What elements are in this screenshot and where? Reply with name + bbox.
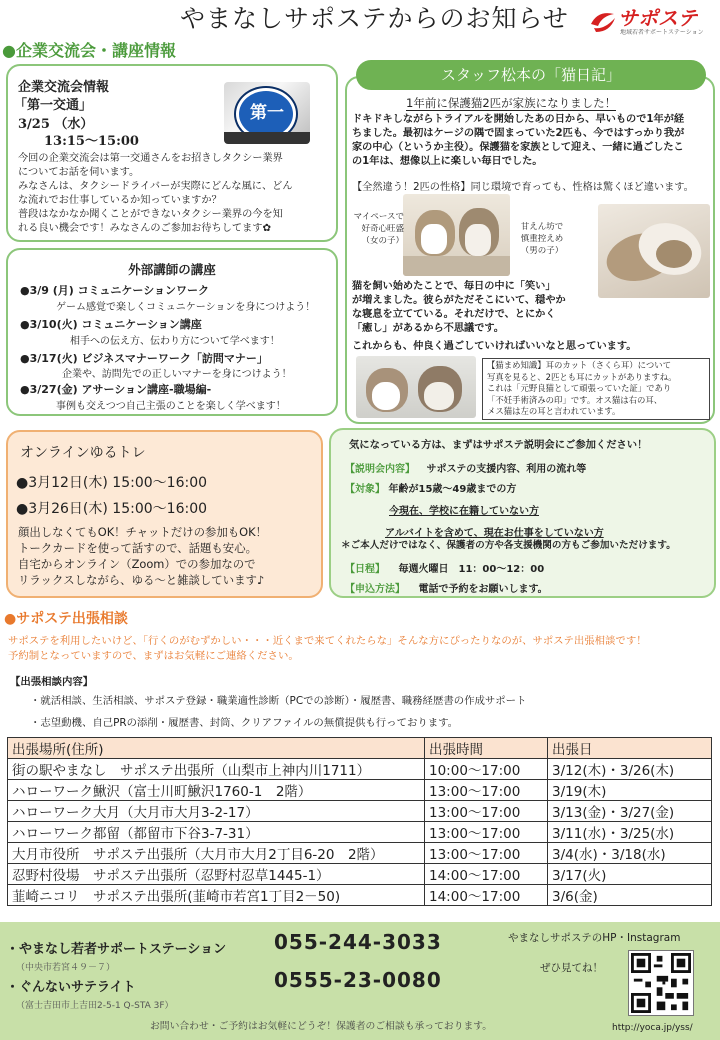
online-desc-3: 自宅からオンライン（Zoom）での参加なので xyxy=(18,557,256,571)
logo-subtext: 地域若者サポートステーション xyxy=(620,29,704,36)
footer-phone-1[interactable]: 055-244-3033 xyxy=(274,930,442,954)
cat-diary-intro: ドキドキしながらトライアルを開始したあの日から、早いもので1年が経 ちました。最初はケージの隅で固まっていた2匹も、今ではすっかり我が 家の中心（というか主役）。保護猫を家族として迎え、一緒に過ごしたこ の1年は、想像以上に楽しい毎日でした。 xyxy=(352,114,685,167)
table-row: 忍野村役場 サポステ出張所（忍野村忍草1445-1） 14:00～17:00 3/17(火) xyxy=(8,864,712,885)
briefing-title: 気になっている方は、まずはサポステ説明会にご参加ください！ xyxy=(349,439,648,451)
briefing-schedule-text: 毎週火曜日 11：00～12：00 xyxy=(398,564,545,575)
outreach-desc-2: 予約制となっていますので、まずはお気軽にご連絡ください。 xyxy=(8,650,299,662)
briefing-condition-2: アルバイトを含めて、現在お仕事をしていない方 xyxy=(385,528,604,539)
logo-icon xyxy=(588,8,618,34)
footer-see: ぜひ見てね！ xyxy=(540,962,603,974)
briefing-schedule-label: 【日程】 xyxy=(345,564,385,575)
lecture-3-title: ●3/17(火) ビジネスマナーワーク「訪問マナー」 xyxy=(20,352,268,365)
lecture-2-title: ●3/10(火) コミュニケーション講座 xyxy=(20,318,202,331)
qr-code-icon xyxy=(631,953,691,1013)
online-date-2: ●3月26日(木) 15:00～16:00 xyxy=(16,501,208,517)
lectures-box xyxy=(6,248,338,416)
logo-text: サポステ xyxy=(618,6,698,30)
footer-address-2: （富士吉田市上吉田2-5-1 Q-STA 3F） xyxy=(16,1001,174,1011)
company-label: 企業交流会情報 xyxy=(18,80,110,95)
online-desc-2: トークカードを使って話すので、話題も安心。 xyxy=(18,541,257,555)
online-title: オンラインゆるトレ xyxy=(20,445,146,461)
briefing-content-row xyxy=(345,460,714,475)
briefing-condition-1: 今現在、学校に在籍していない方 xyxy=(389,506,539,517)
table-row: 大月市役所 サポステ出張所（大月市大月2丁目6-20 2階） 13:00～17:00 3/4(水)・3/18(水) xyxy=(8,843,712,864)
header-date: 出張日 xyxy=(548,738,712,759)
table-row: ハローワーク大月（大月市大月3-2-17） 13:00～17:00 3/13(金)・3/27(金) xyxy=(8,801,712,822)
cat-trivia-box: 【猫まめ知識】耳のカット（さくら耳）について 写真を見ると、2匹とも耳にカットがありますね。 これは「元野良猫として頑張っていた証」であり 「不妊手術済みの印」です。オス猫は右の耳、 メス猫は左の耳と言われています。 xyxy=(482,358,710,420)
table-header-row xyxy=(8,738,712,759)
footer-url[interactable]: http://yoca.jp/yss/ xyxy=(612,1023,693,1033)
cat-diary-closing: これからも、仲良く過ごしていければいいなと思っています。 xyxy=(352,341,637,352)
cat-diary-subtitle: 1年前に保護猫2匹が家族になりました！ xyxy=(406,96,617,110)
table-row: ハローワーク都留（都留市下谷3-7-31） 13:00～17:00 3/11(水)・3/25(水) xyxy=(8,822,712,843)
briefing-content-label: 【説明会内容】 xyxy=(345,464,415,475)
online-desc-4: リラックスしながら、ゆる～と雑談しています♪ xyxy=(18,573,265,587)
cat-1-label: マイペースで 好奇心旺盛 （女の子） xyxy=(353,212,404,246)
briefing-apply-row xyxy=(345,580,714,595)
outreach-schedule-table xyxy=(7,737,712,906)
table-row: ハローワーク鰍沢（富士川町鰍沢1760-1 2階） 13:00～17:00 3/19(木) xyxy=(8,780,712,801)
company-name: 「第一交通」 xyxy=(14,98,93,113)
footer xyxy=(0,922,720,1040)
briefing-schedule-row xyxy=(345,560,714,575)
briefing-apply-text: 電話で予約をお願いします。 xyxy=(418,584,548,595)
lecture-2-desc: 相手への伝え方、伝わり方について学べます！ xyxy=(70,336,280,347)
cat-photo-2 xyxy=(598,204,710,298)
online-date-1: ●3月12日(木) 15:00～16:00 xyxy=(16,475,208,491)
footer-org-2: ・ぐんないサテライト xyxy=(6,980,136,995)
section-title-outreach: ●サポステ出張相談 xyxy=(4,611,128,627)
qr-code[interactable] xyxy=(628,950,694,1016)
briefing-apply-label: 【申込方法】 xyxy=(345,584,405,595)
header-time: 出張時間 xyxy=(425,738,548,759)
online-chat-box xyxy=(6,430,323,598)
page-title: やまなしサポステからのお知らせ xyxy=(180,4,569,33)
footer-note: お問い合わせ・ご予約はお気軽にどうぞ！保護者のご相談も承っております。 xyxy=(150,1021,493,1032)
footer-hp-label: やまなしサポステのHP・Instagram xyxy=(508,932,681,944)
header-location: 出張場所(住所) xyxy=(8,738,425,759)
lecture-1-desc: ゲーム感覚で楽しくコミュニケーションを身につけよう！ xyxy=(56,302,316,313)
company-time: 13:15～15:00 xyxy=(44,134,139,149)
lectures-title: 外部講師の講座 xyxy=(128,262,216,277)
briefing-target-row xyxy=(345,480,714,495)
lecture-1-title: ●3/9 (月) コミュニケーションワーク xyxy=(20,284,209,297)
outreach-content-label: 【出張相談内容】 xyxy=(10,676,94,688)
cat-traits-heading: 【全然違う！2匹の性格】同じ環境で育っても、性格は驚くほど違います。 xyxy=(352,182,694,193)
logo[interactable] xyxy=(588,6,718,36)
taxi-sign-image xyxy=(224,82,310,144)
briefing-target-text: 年齢が15歳～49歳までの方 xyxy=(388,484,517,495)
briefing-content-text: サポステの支援内容、利用の流れ等 xyxy=(426,464,587,475)
table-row: 街の駅やまなし サポステ出張所（山梨市上神内川1711） 10:00～17:00 3/12(木)・3/26(木) xyxy=(8,759,712,780)
outreach-content-1: ・就活相談、生活相談、サポステ登録・職業適性診断（PCでの診断）・履歴書、職務経歴書の作成サポート xyxy=(30,695,527,707)
online-desc-1: 顔出しなくてもOK！チャットだけの参加もOK！ xyxy=(18,525,267,539)
company-date: 3/25 （水） xyxy=(18,117,94,132)
cat-diary-middle: 猫を飼い始めたことで、毎日の中に「笑い」 が増えました。彼らがただそこにいて、穏やか な寝息を立てている。それだけで、とにかく 「癒し」があるから不思議です。 xyxy=(352,281,566,334)
briefing-note: ＊ご本人だけではなく、保護者の方や各支援機関の方もご参加いただけます。 xyxy=(341,540,676,551)
lecture-4-desc: 事例も交えつつ自己主張のことを楽しく学べます！ xyxy=(56,401,286,412)
section-title-events: ●企業交流会・講座情報 xyxy=(2,41,176,60)
taxi-sign-text: 第一 xyxy=(250,103,284,123)
outreach-desc-1: サポステを利用したいけど、「行くのがむずかしい・・・近くまで来てくれたらな」そんな方にぴったりなのが、サポステ出張相談です！ xyxy=(8,635,647,647)
lecture-4-title: ●3/27(金) アサーション講座-職場編- xyxy=(20,383,212,396)
footer-phone-2[interactable]: 0555-23-0080 xyxy=(274,968,442,992)
footer-org-1: ・やまなし若者サポートステーション xyxy=(6,942,227,957)
table-row: 韮崎ニコリ サポステ出張所(韮崎市若宮1丁目2－50) 14:00～17:00 3/6(金) xyxy=(8,885,712,906)
company-exchange-box: 企業交流会情報 「第一交通」 3/25 （水） 13:15～15:00 第一 今回の企業交流会は第一交通さんをお招きしタクシー業界 についてお話を伺います。 みなさんは、タクシードライバーが実際にどんな風に、どん な流れでお仕事しているか知っていますか？ 普段はなかなか聞くことができないタクシー業界の今を知 れる良い機会です！みなさんのご参加お待ちしてます✿ xyxy=(6,64,338,242)
cat-2-label: 甘えん坊で 慎重控えめ （男の子） xyxy=(520,222,564,256)
cat-diary-title: スタッフ松本の「猫日記」 xyxy=(356,60,706,90)
briefing-target-label: 【対象】 xyxy=(345,484,385,495)
outreach-content-2: ・志望動機、自己PRの添削・履歴書、封筒、クリアファイルの無償提供も行っております。 xyxy=(30,717,459,729)
cat-photo-3 xyxy=(356,356,476,418)
lecture-3-desc: 企業や、訪問先での正しいマナーを身につけよう！ xyxy=(62,369,292,380)
cat-photo-1 xyxy=(403,194,510,276)
briefing-box xyxy=(329,428,716,598)
footer-address-1: （中央市若宮４９－７） xyxy=(16,963,116,973)
